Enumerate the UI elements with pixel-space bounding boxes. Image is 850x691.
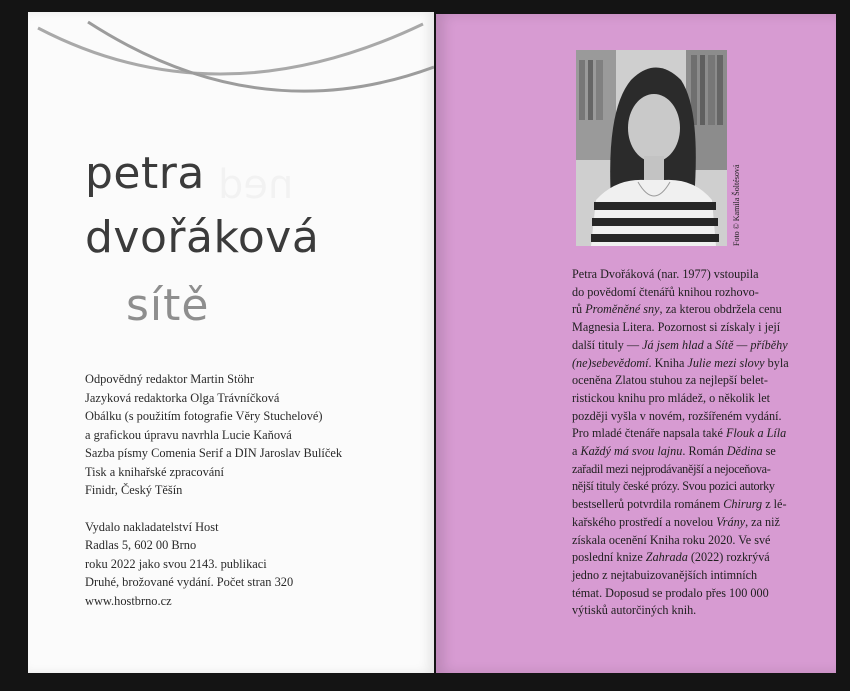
bio-line: nější tituly české prózy. Svou pozici autorky	[572, 479, 775, 494]
bio-line: oceněna Zlatou stuhou za nejlepší belet-	[572, 373, 768, 388]
bio-line: (ne)sebevědomí. Kniha Julie mezi slovy byla	[572, 355, 789, 370]
bio-line: Pro mladé čtenáře napsala také Flouk a Líla	[572, 426, 787, 441]
imprint-block	[85, 370, 342, 610]
author-bio	[572, 266, 792, 620]
author-photo	[576, 50, 727, 246]
book-title: sítě	[126, 280, 210, 331]
bio-line: jedno z nejtabuizovanějších intimních	[572, 567, 758, 582]
author-first-name: petra	[85, 148, 205, 199]
bio-line: získala ocenění Kniha roku 2020. Ve své	[572, 532, 771, 547]
imprint-line: Sazba písmy Comenia Serif a DIN Jaroslav Bulíček	[85, 446, 343, 460]
publisher-line: Druhé, brožované vydání. Počet stran 320	[85, 575, 294, 589]
author-last-name: dvořáková	[85, 212, 320, 263]
author-name	[85, 142, 319, 270]
bio-line: kařského prostředí a novelou Vrány, za niž	[572, 514, 780, 529]
bio-line: témat. Doposud se prodalo přes 100 000	[572, 585, 769, 600]
publisher-line: roku 2022 jako svou 2143. publikaci	[85, 556, 267, 571]
bio-line: později vyšla v novém, rozšířeném vydání.	[572, 408, 782, 423]
imprint-line: Obálku (s použitím fotografie Věry Stuchelové)	[85, 409, 323, 423]
bio-line: do povědomí čtenářů knihou rozhovo-	[572, 284, 759, 299]
bio-line: a Každý má svou lajnu. Román Dědina se	[572, 444, 776, 459]
bio-line: zařadil mezi nejprodávanější a nejoceňova-	[572, 461, 771, 476]
bio-line: ristickou knihu pro mládež, o několik let	[572, 390, 771, 405]
bio-line: poslední knize Zahrada (2022) rozkrývá	[572, 550, 770, 565]
imprint-line: a grafickou úpravu navrhla Lucie Kaňová	[85, 427, 292, 442]
bio-line: výtisků autorčiných knih.	[572, 603, 697, 618]
publisher-website: www.hostbrno.cz	[85, 593, 172, 608]
imprint-line: Tisk a knihařské zpracování	[85, 464, 224, 479]
decorative-arcs	[28, 12, 434, 132]
imprint-line: Jazyková redaktorka Olga Trávníčková	[85, 390, 280, 405]
publisher-line: Radlas 5, 602 00 Brno	[85, 538, 197, 552]
photo-credit: Foto © Kamila Šoltésová	[732, 164, 741, 246]
bio-line: bestsellerů potvrdila románem Chirurg z lé-	[572, 497, 787, 512]
left-page	[28, 12, 434, 673]
publisher-line: Vydalo nakladatelství Host	[85, 519, 219, 534]
imprint-line: Odpovědný redaktor Martin Stöhr	[85, 372, 254, 386]
imprint-line: Finidr, Český Těšín	[85, 483, 183, 497]
bio-line: Magnesia Litera. Pozornost si získaly i její	[572, 320, 781, 335]
bio-line: rů Proměněné sny, za kterou obdržela cenu	[572, 302, 782, 317]
bio-line: další tituly — Já jsem hlad a Sítě — příběhy	[572, 337, 788, 352]
right-page	[436, 14, 836, 673]
bio-line: Petra Dvořáková (nar. 1977) vstoupila	[572, 267, 759, 281]
